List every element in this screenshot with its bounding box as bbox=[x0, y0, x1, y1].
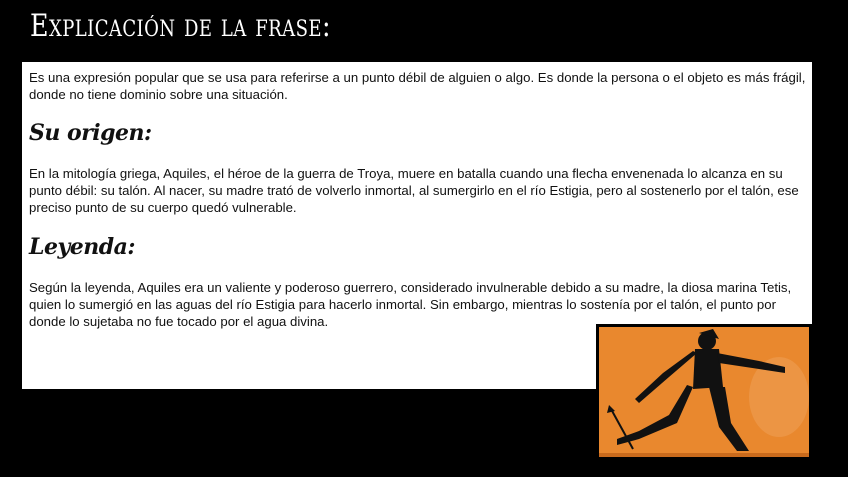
achilles-figure-icon bbox=[599, 327, 809, 457]
slide-title: Explicación de la frase: bbox=[30, 8, 331, 44]
legend-paragraph: Según la leyenda, Aquiles era un valiente y poderoso guerrero, considerado invulnerable debido a su madre, la diosa marina Tetis, quien lo sumergió en las aguas del río Estigia para hacerlo inmortal. Sin embargo, mientras lo sostenía por el talón, el punto por donde lo sujetaba no fue tocado por el agua divina. bbox=[29, 280, 792, 329]
origin-paragraph: En la mitología griega, Aquiles, el héroe de la guerra de Troya, muere en batalla cuando una flecha envenenada lo alcanza en su punto débil: su talón. Al nacer, su madre trató de volverlo inmortal, al sumergirlo en el río Estigia, pero al sostenerlo por el talón, ese preciso punto de su cuerpo quedó vulnerable. bbox=[29, 166, 799, 215]
origin-heading: Su origen: bbox=[29, 120, 152, 146]
intro-paragraph: Es una expresión popular que se usa para referirse a un punto débil de alguien o algo. Es donde la persona o el objeto es más frágil, donde no tiene dominio sobre una situación. bbox=[29, 70, 806, 102]
legend-heading: Leyenda: bbox=[29, 234, 135, 260]
achilles-vase-image bbox=[596, 324, 812, 460]
